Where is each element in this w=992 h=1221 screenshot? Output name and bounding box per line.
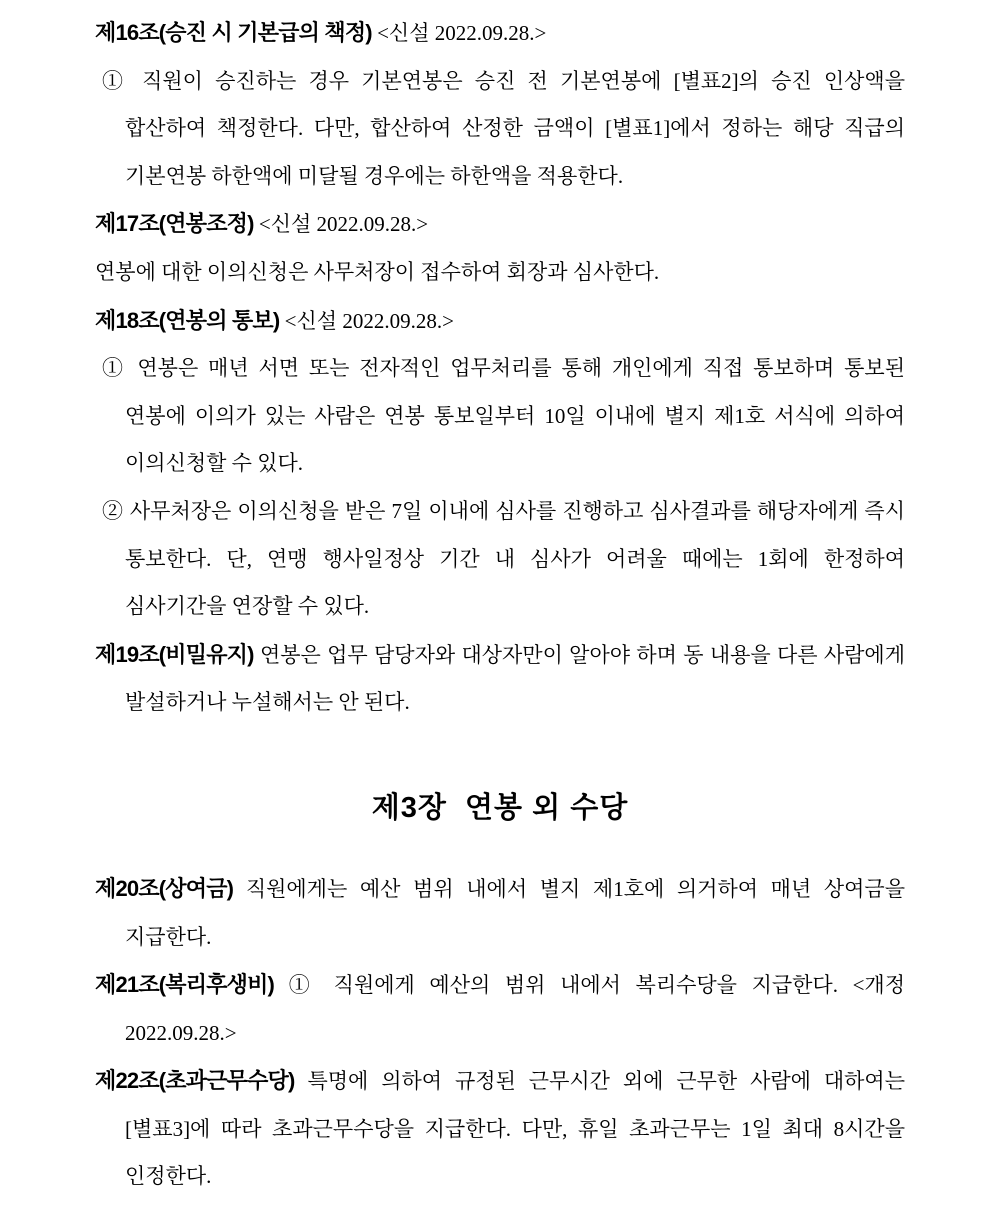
article-19-title: 제19조(비밀유지) [95, 641, 254, 667]
article-17-revision-note: <신설 2022.09.28.> [258, 212, 429, 237]
article-21-paragraph [95, 961, 905, 1057]
article-20-body: 직원에게는 예산 범위 내에서 별지 제1호에 의거하여 매년 상여금을 지급한다. [125, 876, 905, 949]
article-22-paragraph [95, 1057, 905, 1201]
article-20-title: 제20조(상여금) [95, 875, 234, 901]
article-18-heading-line [95, 297, 905, 346]
article-16-heading-line [95, 9, 905, 58]
article-18-title: 제18조(연봉의 통보) [95, 307, 280, 333]
article-18-clause-2: ② 사무처장은 이의신청을 받은 7일 이내에 심사를 진행하고 심사결과를 해당자에게 즉시 통보한다. 단, 연맹 행사일정상 기간 내 심사가 어려울 때에는 1회에 한정하여 심사기간을 연장할 수 있다. [102, 498, 905, 619]
article-18-clause-1: ① 연봉은 매년 서면 또는 전자적인 업무처리를 통해 개인에게 직접 통보하며 통보된 연봉에 이의가 있는 사람은 연봉 통보일부터 10일 이내에 별지 제1호 서식에 의하여 이의신청할 수 있다. [102, 356, 905, 476]
article-16-title: 제16조(승진 시 기본급의 책정) [95, 20, 372, 45]
article-16-clause-1: ① 직원이 승진하는 경우 기본연봉은 승진 전 기본연봉에 [별표2]의 승진 인상액을 합산하여 책정한다. 다만, 합산하여 산정한 금액이 [별표1]에서 정하는 해당 직급의 기본연봉 하한액에 미달될 경우에는 하한액을 적용한다. [102, 68, 905, 188]
article-19-body: 연봉은 업무 담당자와 대상자만이 알아야 하며 동 내용을 다른 사람에게 발설하거나 누설해서는 안 된다. [125, 642, 906, 715]
article-20-paragraph [95, 865, 905, 961]
article-17-body: 연봉에 대한 이의신청은 사무처장이 접수하여 회장과 심사한다. [95, 259, 660, 284]
article-18-revision-note: <신설 2022.09.28.> [284, 308, 454, 333]
chapter-3-heading: 제3장 연봉 외 수당 [371, 791, 629, 824]
article-22-body: 특명에 의하여 규정된 근무시간 외에 근무한 사람에 대하여는 [별표3]에 따라 초과근무수당을 지급한다. 다만, 휴일 초과근무는 1일 최대 8시간을 인정한다. [125, 1069, 906, 1189]
article-16-revision-note: <신설 2022.09.28.> [377, 21, 547, 45]
article-19-paragraph [95, 631, 905, 727]
article-17-title: 제17조(연봉조정) [95, 211, 254, 237]
article-21-title: 제21조(복리후생비) [95, 972, 275, 998]
article-17-heading-line [95, 200, 905, 249]
article-22-title: 제22조(초과근무수당) [95, 1068, 295, 1094]
article-21-body: ① 직원에게 예산의 범위 내에서 복리수당을 지급한다. <개정 2022.09.28.> [125, 973, 905, 1045]
